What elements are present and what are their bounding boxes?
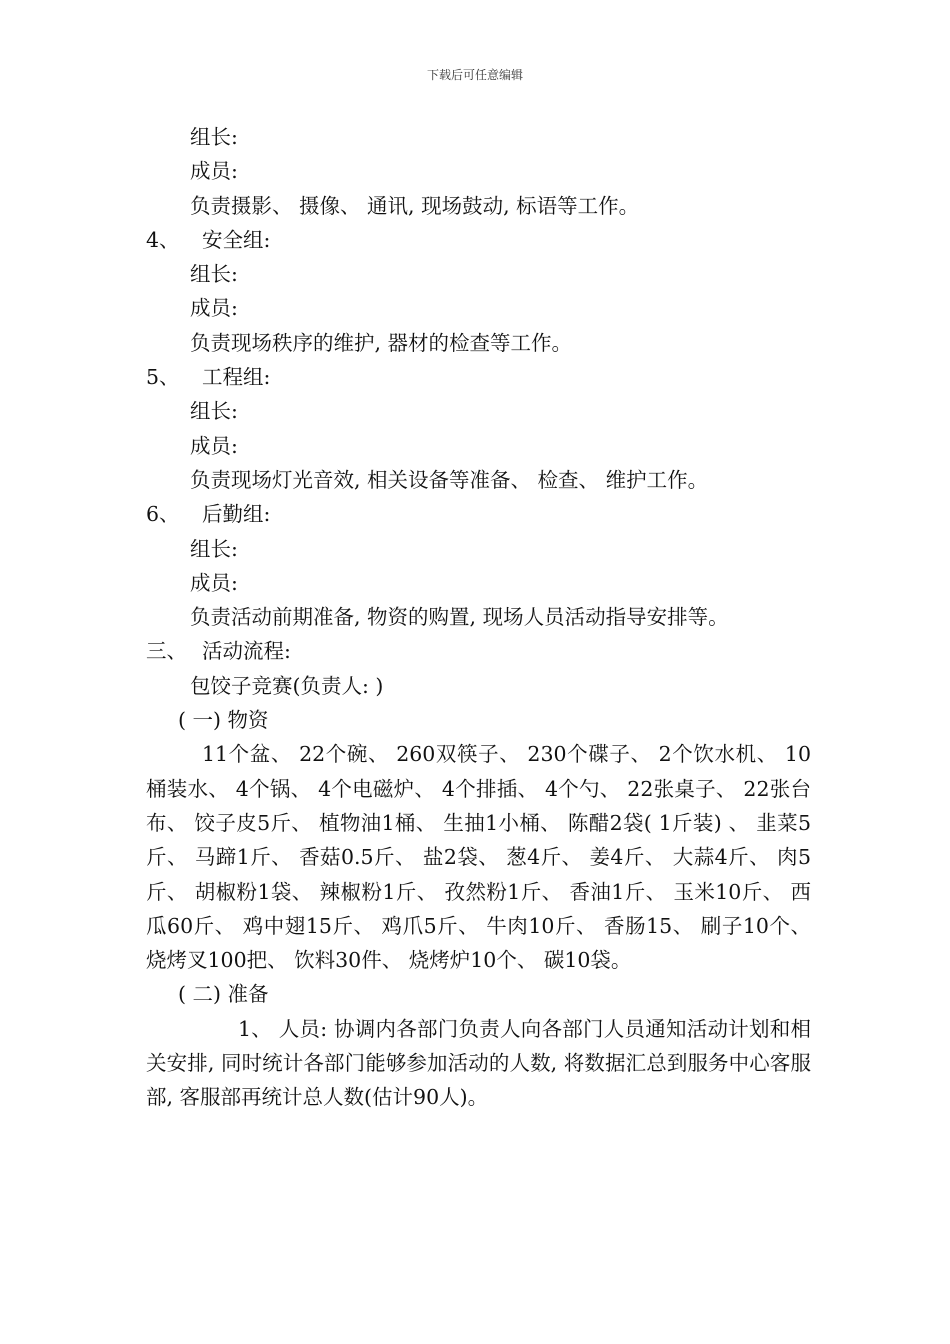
section-heading [146, 497, 816, 531]
duty-line: 负责摄影、 摄像、 通讯, 现场鼓动, 标语等工作。 [190, 193, 640, 218]
section-number: 4、 [146, 227, 180, 252]
subsection-heading: ( 一) 物资 [178, 708, 269, 733]
leader-line: 组长: [190, 399, 238, 424]
member-line: 成员: [190, 159, 238, 184]
materials-paragraph [146, 737, 811, 977]
member-line: 成员: [190, 296, 238, 321]
section-heading [146, 634, 816, 668]
section-heading [146, 360, 816, 394]
section-number: 6、 [146, 502, 180, 527]
preparation-text: 1、 人员: 协调内各部门负责人向各部门人员通知活动计划和相关安排, 同时统计各部门能够参加活动的人数, 将数据汇总到服务中心客服部, 客服部再统计总人数(估计90人)。 [146, 1016, 811, 1110]
section-number: 三、 [146, 639, 187, 664]
subsection-title: 包饺子竞赛(负责人: ) [190, 673, 384, 698]
member-line: 成员: [190, 570, 238, 595]
page-header: 下载后可任意编辑 [426, 68, 523, 82]
leader-line: 组长: [190, 536, 238, 561]
leader-line: 组长: [190, 262, 238, 287]
materials-text: 11个盆、 22个碗、 260双筷子、 230个碟子、 2个饮水机、 10桶装水、 4个锅、 4个电磁炉、 4个排插、 4个勺、 22张桌子、 22张台布、 饺子皮5斤、 植物油1桶、 生抽1小桶、 陈醋2袋( 1斤装) 、 韭菜5斤、 马蹄1斤、 香菇0.5斤、 盐2袋、 葱4斤、 姜4斤、 大蒜4斤、 肉5斤、 胡椒粉1袋、 辣椒粉1斤、 孜然粉1斤、 香油1斤、 玉米10斤、 西瓜60斤、 鸡中翅15斤、 鸡爪5斤、 牛肉10斤、 香肠15、 刷子10个、 烧烤叉100把、 饮料30件、 烧烤炉10个、 碳10袋。 [146, 742, 811, 973]
section-title: 工程组: [202, 365, 271, 390]
duty-line: 负责活动前期准备, 物资的购置, 现场人员活动指导安排等。 [190, 605, 729, 630]
leader-line: 组长: [190, 125, 238, 149]
member-line: 成员: [190, 433, 238, 458]
section-number: 5、 [146, 365, 180, 390]
section-title: 活动流程: [202, 639, 291, 664]
preparation-paragraph [146, 1012, 811, 1115]
document-body [146, 120, 816, 1115]
section-heading [146, 223, 816, 257]
section-title: 安全组: [202, 227, 271, 252]
section-title: 后勤组: [202, 502, 271, 527]
duty-line: 负责现场秩序的维护, 器材的检查等工作。 [190, 330, 573, 355]
subsection-heading: ( 二) 准备 [178, 982, 269, 1007]
duty-line: 负责现场灯光音效, 相关设备等准备、 检查、 维护工作。 [190, 467, 709, 492]
